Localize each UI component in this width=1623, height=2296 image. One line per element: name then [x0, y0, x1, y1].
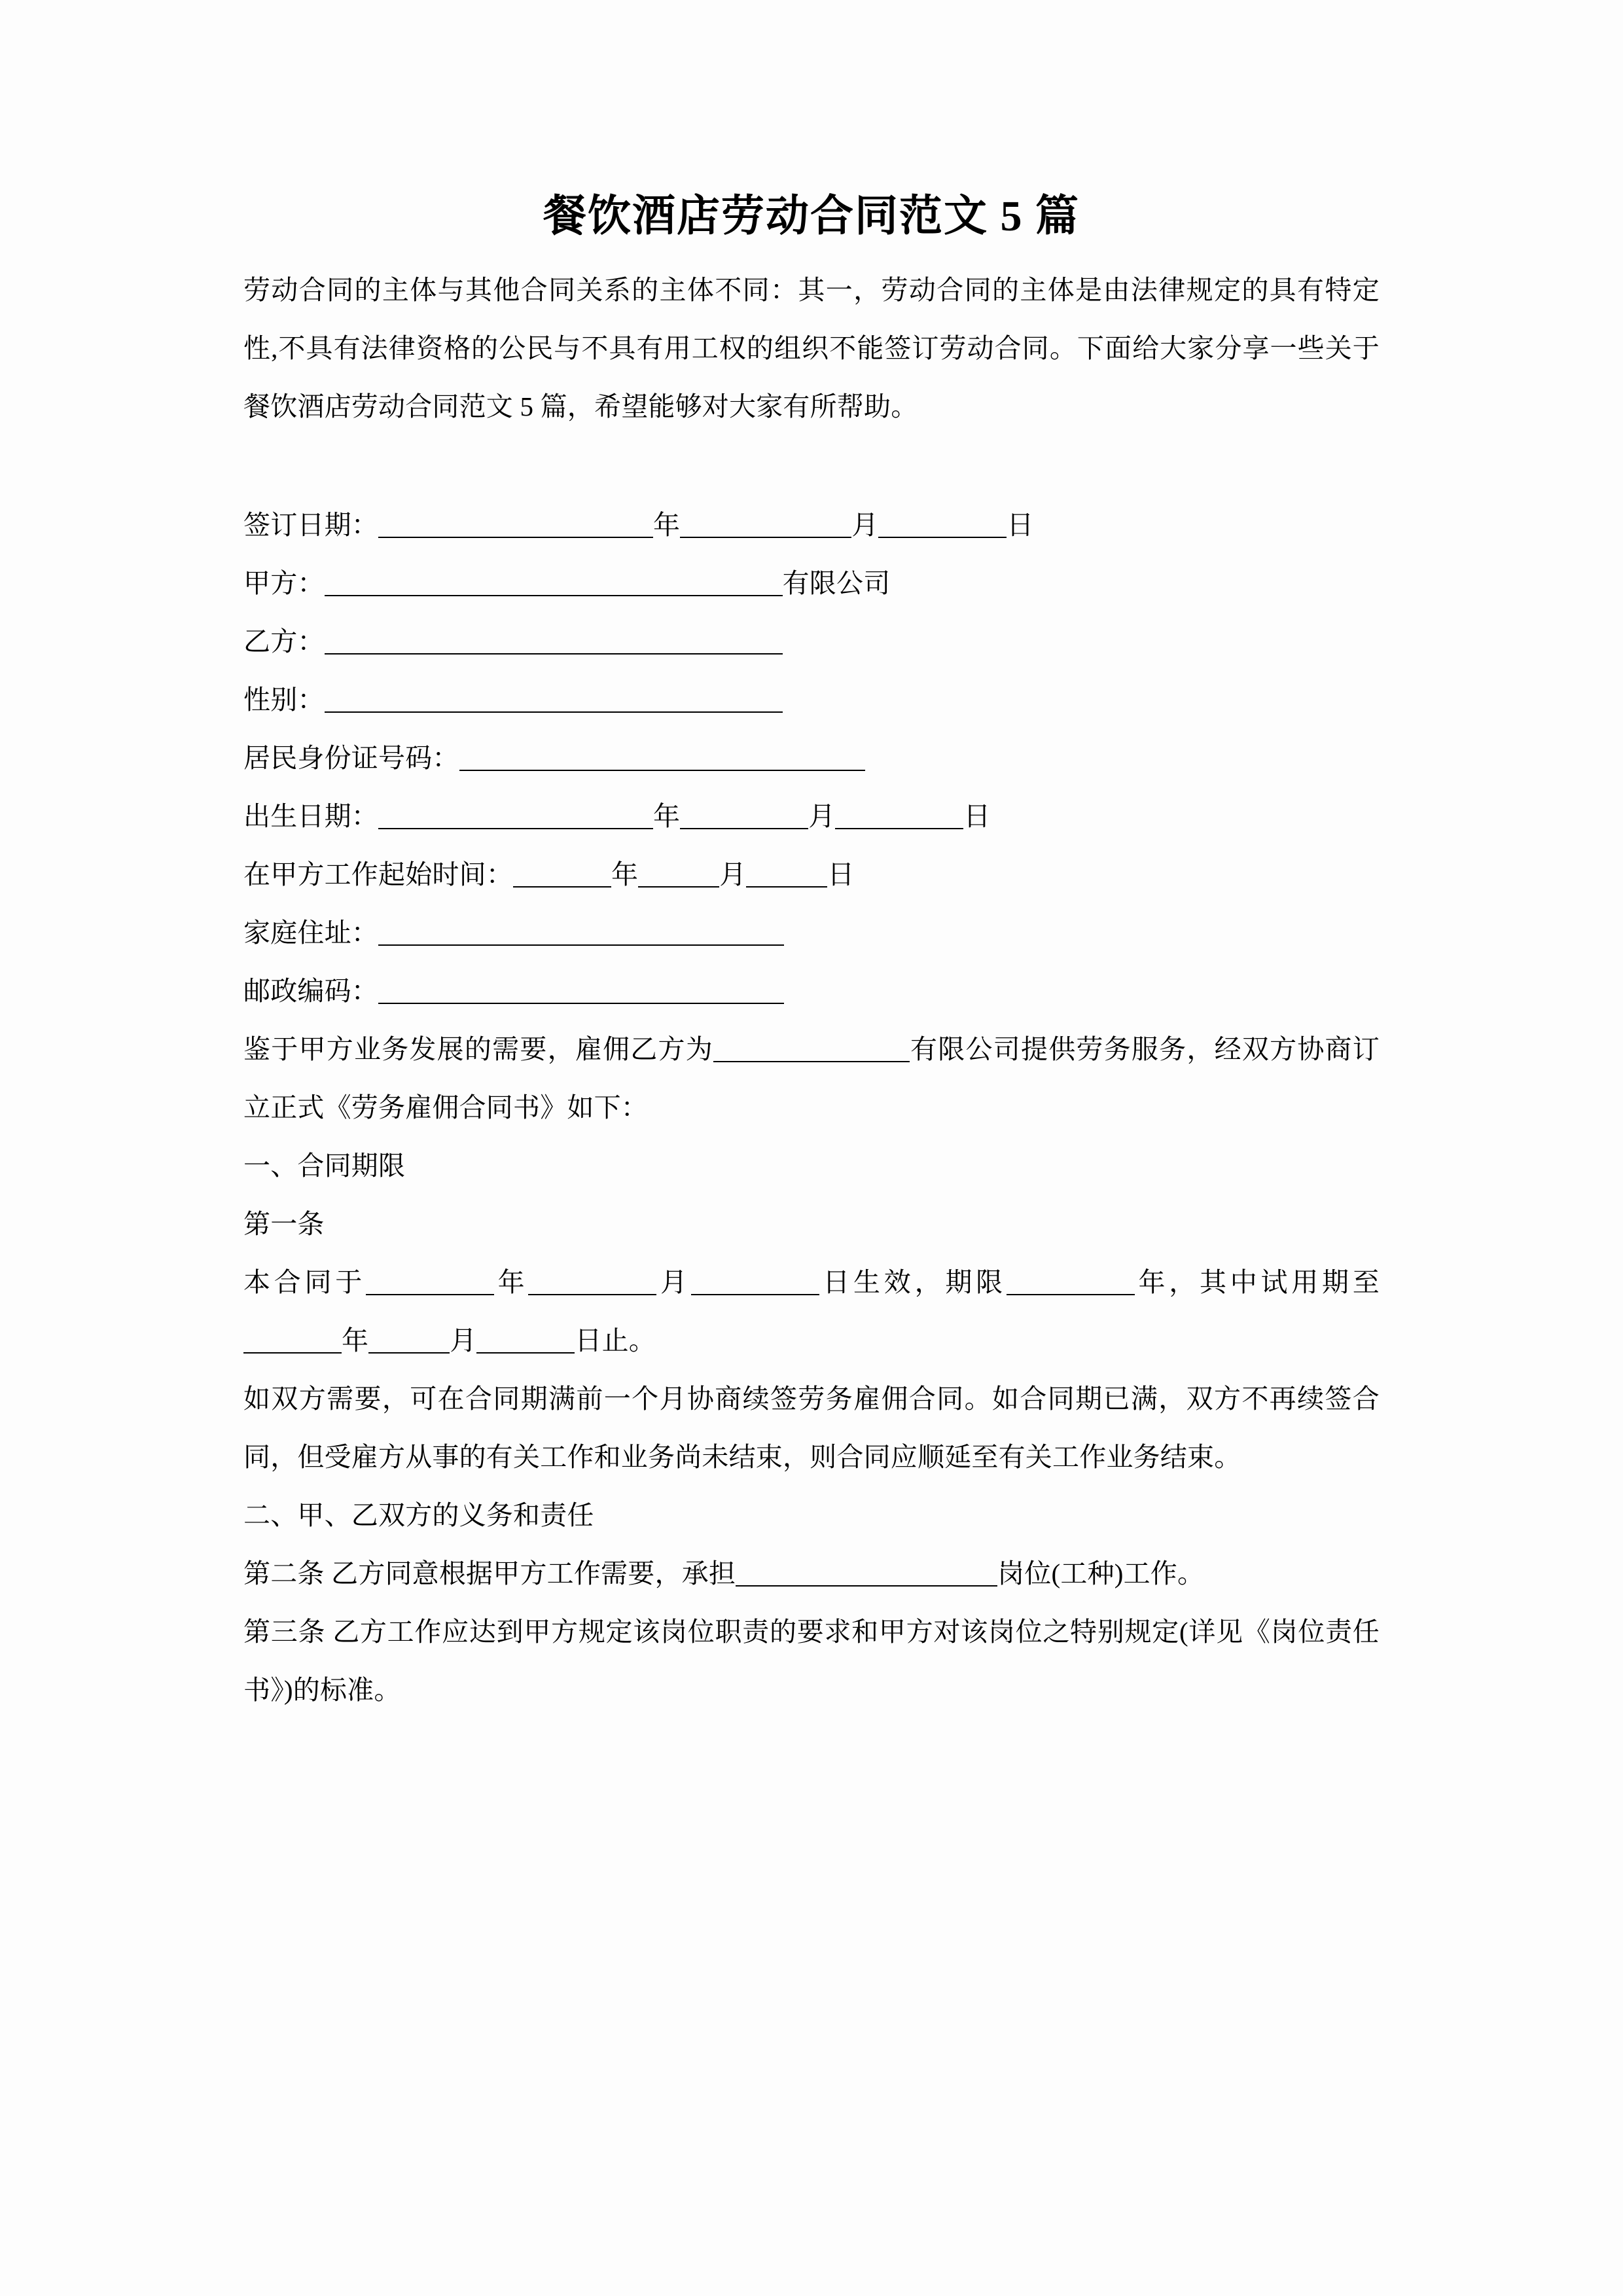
- article-three-body: 第三条 乙方工作应达到甲方规定该岗位职责的要求和甲方对该岗位之特别规定(详见《岗位责任书》)的标准。: [243, 1616, 1380, 1705]
- fill-in-blank[interactable]: [243, 1330, 342, 1354]
- form-field-birth-date: [243, 787, 1380, 846]
- inline-text: 年: [611, 859, 639, 889]
- inline-text: 第二条 乙方同意根据甲方工作需要，承担: [243, 1558, 736, 1588]
- inline-text: 日: [963, 800, 991, 831]
- inline-text: 日: [1007, 509, 1034, 540]
- form-field-party-b: [243, 613, 1380, 671]
- fill-in-blank[interactable]: [378, 922, 784, 946]
- page-title: 餐饮酒店劳动合同范文 5 篇: [543, 192, 1080, 240]
- fill-in-blank[interactable]: [746, 864, 827, 888]
- inline-text: 岗位(工种)工作。: [997, 1558, 1205, 1588]
- fill-in-blank[interactable]: [528, 1272, 656, 1295]
- fill-in-blank[interactable]: [325, 631, 783, 655]
- section-heading-one: 一、合同期限: [243, 1150, 406, 1181]
- inline-text: 本合同于: [243, 1266, 366, 1297]
- form-field-label: 乙方：: [243, 626, 325, 656]
- inline-text: 日: [827, 859, 855, 889]
- inline-text: 有限公司提供劳务服务，经双方协商订立正式《劳务雇佣合同书》如下：: [243, 1033, 1380, 1122]
- form-field-id-number: [243, 729, 1380, 787]
- fill-in-blank[interactable]: [1007, 1272, 1135, 1295]
- fill-in-blank[interactable]: [638, 864, 719, 888]
- form-field-label: 居民身份证号码：: [243, 742, 459, 773]
- inline-text: 月: [450, 1325, 477, 1355]
- form-fields-block: [243, 496, 1380, 1020]
- inline-text: 月: [851, 509, 879, 540]
- fill-in-blank[interactable]: [713, 1039, 910, 1062]
- form-field-work-start-date: [243, 846, 1380, 904]
- preamble-paragraph: [243, 1020, 1380, 1137]
- fill-in-blank[interactable]: [325, 573, 783, 596]
- inline-text: 年: [653, 509, 681, 540]
- form-field-signing-date: [243, 496, 1380, 554]
- article-two-body: [243, 1545, 1380, 1603]
- fill-in-blank[interactable]: [378, 980, 784, 1004]
- inline-text: 年，其中试用期至: [1134, 1266, 1380, 1297]
- intro-paragraph: 劳动合同的主体与其他合同关系的主体不同：其一，劳动合同的主体是由法律规定的具有特定性,不具有法律资格的公民与不具有用工权的组织不能签订劳动合同。下面给大家分享一些关于餐饮酒店劳动合同范文 5 篇，希望能够对大家有所帮助。: [243, 274, 1380, 422]
- fill-in-blank[interactable]: [459, 747, 865, 771]
- inline-text: 年: [653, 800, 681, 831]
- inline-text: 年: [494, 1266, 529, 1297]
- article-one-body: [243, 1253, 1380, 1370]
- section-heading-two: 二、甲、乙双方的义务和责任: [243, 1499, 594, 1530]
- fill-in-blank[interactable]: [368, 1330, 450, 1354]
- form-field-gender: [243, 671, 1380, 729]
- form-field-label: 邮政编码：: [243, 975, 378, 1006]
- form-field-label: 出生日期：: [243, 800, 378, 831]
- inline-text: 月: [808, 800, 836, 831]
- inline-text: 月: [719, 859, 747, 889]
- fill-in-blank[interactable]: [325, 689, 783, 713]
- fill-in-blank[interactable]: [835, 806, 963, 829]
- fill-in-blank[interactable]: [680, 514, 851, 538]
- form-field-party-a: [243, 554, 1380, 613]
- fill-in-blank[interactable]: [378, 514, 653, 538]
- fill-in-blank[interactable]: [680, 806, 808, 829]
- fill-in-blank[interactable]: [366, 1272, 494, 1295]
- inline-text: 年: [342, 1325, 369, 1355]
- inline-text: 日止。: [575, 1325, 656, 1355]
- fill-in-blank[interactable]: [878, 514, 1007, 538]
- article-one-label: 第一条: [243, 1208, 325, 1239]
- form-field-label: 在甲方工作起始时间：: [243, 859, 513, 889]
- fill-in-blank[interactable]: [378, 806, 653, 829]
- body-block: [243, 1020, 1380, 1719]
- inline-text: 日生效，期限: [819, 1266, 1007, 1297]
- document-content: [243, 190, 1380, 1719]
- inline-text: 鉴于甲方业务发展的需要，雇佣乙方为: [243, 1033, 713, 1064]
- fill-in-blank[interactable]: [736, 1563, 997, 1587]
- form-field-label: 家庭住址：: [243, 917, 378, 948]
- form-field-postal-code: [243, 962, 1380, 1020]
- inline-text: 月: [656, 1266, 691, 1297]
- form-field-label: 甲方：: [243, 567, 325, 598]
- fill-in-blank[interactable]: [691, 1272, 819, 1295]
- renewal-paragraph: 如双方需要，可在合同期满前一个月协商续签劳务雇佣合同。如合同期已满，双方不再续签合同，但受雇方从事的有关工作和业务尚未结束，则合同应顺延至有关工作业务结束。: [243, 1383, 1380, 1472]
- form-field-label: 签订日期：: [243, 509, 378, 540]
- inline-text: 有限公司: [782, 567, 891, 598]
- section-spacer: [243, 436, 1380, 496]
- fill-in-blank[interactable]: [476, 1330, 575, 1354]
- form-field-home-address: [243, 904, 1380, 962]
- fill-in-blank[interactable]: [513, 864, 611, 888]
- form-field-label: 性别：: [243, 684, 325, 715]
